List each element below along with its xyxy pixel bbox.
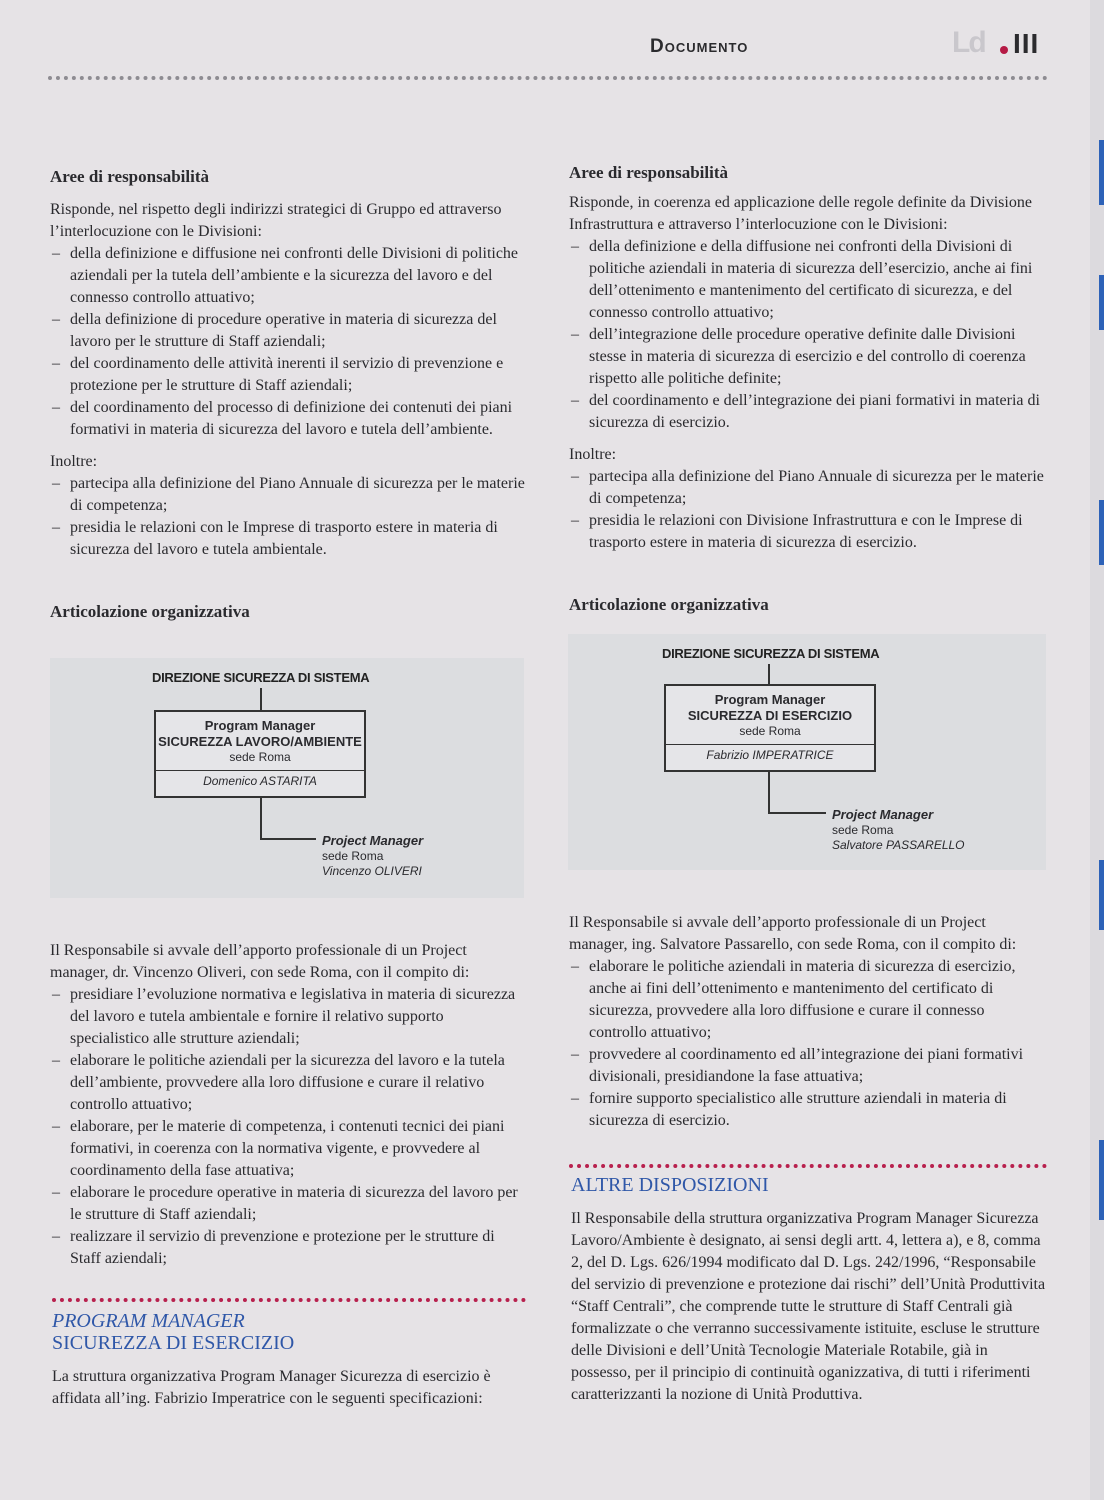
list-item: – partecipa alla definizione del Piano Annuale di sicurezza per le materie di competenza;	[50, 473, 526, 517]
org-box-sede: sede Roma	[739, 724, 801, 738]
pm-section-text: La struttura organizzativa Program Manager Sicurezza di esercizio è affidata all’ing. Fabrizio Imperatrice con le seguenti specificazioni:	[52, 1368, 491, 1407]
magazine-logo: Ld	[952, 26, 985, 59]
org-box-program-manager	[664, 684, 876, 772]
list-item: – del coordinamento del processo di definizione dei contenuti dei piani formativi in materia di sicurezza del lavoro e tutela dell’ambiente.	[50, 397, 526, 441]
left-artic-title: Articolazione organizzativa	[50, 602, 250, 621]
left-inoltre-list	[50, 473, 526, 561]
list-item: – elaborare le politiche aziendali per la sicurezza del lavoro e la tutela dell’ambiente, provvedere alla loro diffusione e curare il relativo controllo attuativo;	[50, 1050, 526, 1116]
org-connector	[768, 812, 826, 814]
right-resp-intro: Il Responsabile si avvale dell’apporto professionale di un Project manager, ing. Salvatore Passarello, con sede Roma, con il compito di:	[569, 914, 1017, 953]
right-inoltre-label: Inoltre:	[569, 446, 617, 463]
right-org-chart	[568, 634, 1046, 870]
altre-section	[571, 1174, 1047, 1406]
edge-tab-1	[1099, 140, 1104, 205]
org-box-unit: SICUREZZA LAVORO/AMBIENTE	[158, 734, 362, 749]
org-project-manager	[832, 806, 965, 853]
edge-tab-3	[1099, 500, 1104, 565]
list-item: – provvedere al coordinamento ed all’integrazione dei piani formativi divisionali, presidiandone la fase attuativa;	[569, 1044, 1045, 1088]
pm-title: Project Manager	[322, 833, 424, 848]
edge-tab-4	[1099, 860, 1104, 930]
section-divider	[52, 1298, 526, 1302]
org-connector	[260, 796, 262, 840]
header-bullet	[1000, 46, 1008, 54]
section-title: Documento	[650, 36, 749, 57]
org-box-role: Program Manager	[714, 692, 826, 707]
list-item: – dell’integrazione delle procedure operative definite dalle Divisioni stesse in materia di sicurezza di esercizio e del controllo di coerenza rispetto alle politiche definite;	[569, 324, 1045, 390]
pm-section-heading-1: PROGRAM MANAGER	[52, 1310, 245, 1332]
org-connector	[768, 770, 770, 814]
right-resp-list	[569, 956, 1045, 1132]
list-item: – fornire supporto specialistico alle strutture aziendali in materia di sicurezza di esercizio.	[569, 1088, 1045, 1132]
header-divider	[48, 76, 1048, 80]
left-inoltre-label: Inoltre:	[50, 453, 98, 470]
left-resp-intro: Il Responsabile si avvale dell’apporto professionale di un Project manager, dr. Vincenzo Oliveri, con sede Roma, con il compito di:	[50, 942, 470, 981]
pm-sede: sede Roma	[322, 849, 384, 863]
pm-person: Vincenzo OLIVERI	[322, 864, 422, 878]
left-aree-intro: Risponde, nel rispetto degli indirizzi strategici di Gruppo ed attraverso l’interlocuzione con le Divisioni:	[50, 201, 502, 240]
org-box-person: Fabrizio IMPERATRICE	[706, 748, 834, 762]
org-box-program-manager	[154, 710, 366, 798]
edge-tab-5	[1099, 1140, 1104, 1220]
org-connector	[260, 838, 316, 840]
pm-person: Salvatore PASSARELLO	[832, 838, 965, 852]
list-item: – elaborare le politiche aziendali in materia di sicurezza di esercizio, anche ai fini dell’ottenimento e mantenimento del certificato di sicurezza, provvedere alla loro diffusione e curare il connesso controllo attuativo;	[569, 956, 1045, 1044]
list-item: – della definizione e della diffusione nei confronti della Divisioni di politiche aziendali in materia di sicurezza dell’esercizio, anche ai fini dell’ottenimento e mantenimento del certificato di sicurezza, e del connesso controllo attuativo;	[569, 236, 1045, 324]
right-artic-title: Articolazione organizzativa	[569, 595, 769, 614]
left-aree-title: Aree di responsabilità	[50, 167, 209, 186]
edge-tab-2	[1099, 275, 1104, 330]
list-item: – presidiare l’evoluzione normativa e legislativa in materia di sicurezza del lavoro e tutela ambientale e fornire il relativo supporto specialistico alle strutture aziendali;	[50, 984, 526, 1050]
pm-sede: sede Roma	[832, 823, 894, 837]
left-column	[50, 166, 526, 623]
list-item: – presidia le relazioni con Divisione Infrastruttura e con le Imprese di trasporto estere in materia di sicurezza di esercizio.	[569, 510, 1045, 554]
left-resp-list	[50, 984, 526, 1270]
list-item: – della definizione di procedure operative in materia di sicurezza del lavoro per le strutture di Staff aziendali;	[50, 309, 526, 353]
org-box-sede: sede Roma	[229, 750, 291, 764]
altre-heading: ALTRE DISPOSIZIONI	[571, 1174, 769, 1196]
list-item: – presidia le relazioni con le Imprese di trasporto estere in materia di sicurezza del lavoro e tutela ambientale.	[50, 517, 526, 561]
org-connector	[768, 664, 770, 684]
list-item: – partecipa alla definizione del Piano Annuale di sicurezza per le materie di competenza;	[569, 466, 1045, 510]
pm-section-heading-2: SICUREZZA DI ESERCIZIO	[52, 1332, 295, 1354]
org-connector	[260, 688, 262, 710]
altre-text: Il Responsabile della struttura organizzativa Program Manager Sicurezza Lavoro/Ambiente è designato, ai sensi degli artt. 4, lettera a), e 8, comma 2, del D. Lgs. 626/1994 modificato dal D. Lgs. 242/1996, “Responsabile del servizio di prevenzione e protezione dai rischi” dell’Unità Produttivita “Staff Centrali”, che comprende tutte le strutture di Staff Centrali già formalizzate o che verranno successivamente istituite, escluse le strutture delle Divisioni e dell’Unità Tecnologie Materiale Rotabile, già in possesso, per il principio di continuità oganizzativa, di tutti i riferimenti caratterizzanti la nozione di Unità Produttiva.	[571, 1210, 1046, 1403]
list-item: – elaborare le procedure operative in materia di sicurezza del lavoro per le strutture di Staff aziendali;	[50, 1182, 526, 1226]
right-aree-list	[569, 236, 1045, 434]
org-box-unit: SICUREZZA DI ESERCIZIO	[687, 708, 853, 723]
left-org-chart	[50, 658, 524, 898]
right-inoltre-list	[569, 466, 1045, 554]
left-column-lower	[50, 940, 526, 1270]
pm-section	[52, 1310, 528, 1410]
right-aree-title: Aree di responsabilità	[569, 163, 728, 182]
org-top-unit: DIREZIONE SICUREZZA DI SISTEMA	[662, 646, 880, 661]
right-column-lower	[569, 912, 1045, 1132]
org-top-unit: DIREZIONE SICUREZZA DI SISTEMA	[152, 670, 370, 685]
page-edge	[1090, 0, 1104, 1500]
right-column	[569, 162, 1045, 616]
list-item: – realizzare il servizio di prevenzione e protezione per le strutture di Staff aziendali;	[50, 1226, 526, 1270]
right-aree-intro: Risponde, in coerenza ed applicazione delle regole definite da Divisione Infrastruttura e attraverso l’interlocuzione con le Divisioni:	[569, 194, 1032, 233]
org-box-person: Domenico ASTARITA	[203, 774, 317, 788]
list-item: – della definizione e diffusione nei confronti delle Divisioni di politiche aziendali per la tutela dell’ambiente e la sicurezza del lavoro e del connesso controllo attuativo;	[50, 243, 526, 309]
org-box-role: Program Manager	[204, 718, 316, 733]
pm-title: Project Manager	[832, 807, 934, 822]
list-item: – elaborare, per le materie di competenza, i contenuti tecnici dei piani formativi, in coerenza con la normativa vigente, e provvedere al coordinamento della fase attuativa;	[50, 1116, 526, 1182]
org-project-manager	[322, 832, 423, 879]
page-number: III	[1013, 28, 1040, 59]
left-aree-list	[50, 243, 526, 441]
list-item: – del coordinamento e dell’integrazione dei piani formativi in materia di sicurezza di esercizio.	[569, 390, 1045, 434]
list-item: – del coordinamento delle attività inerenti il servizio di prevenzione e protezione per le strutture di Staff aziendali;	[50, 353, 526, 397]
section-divider	[569, 1164, 1047, 1168]
